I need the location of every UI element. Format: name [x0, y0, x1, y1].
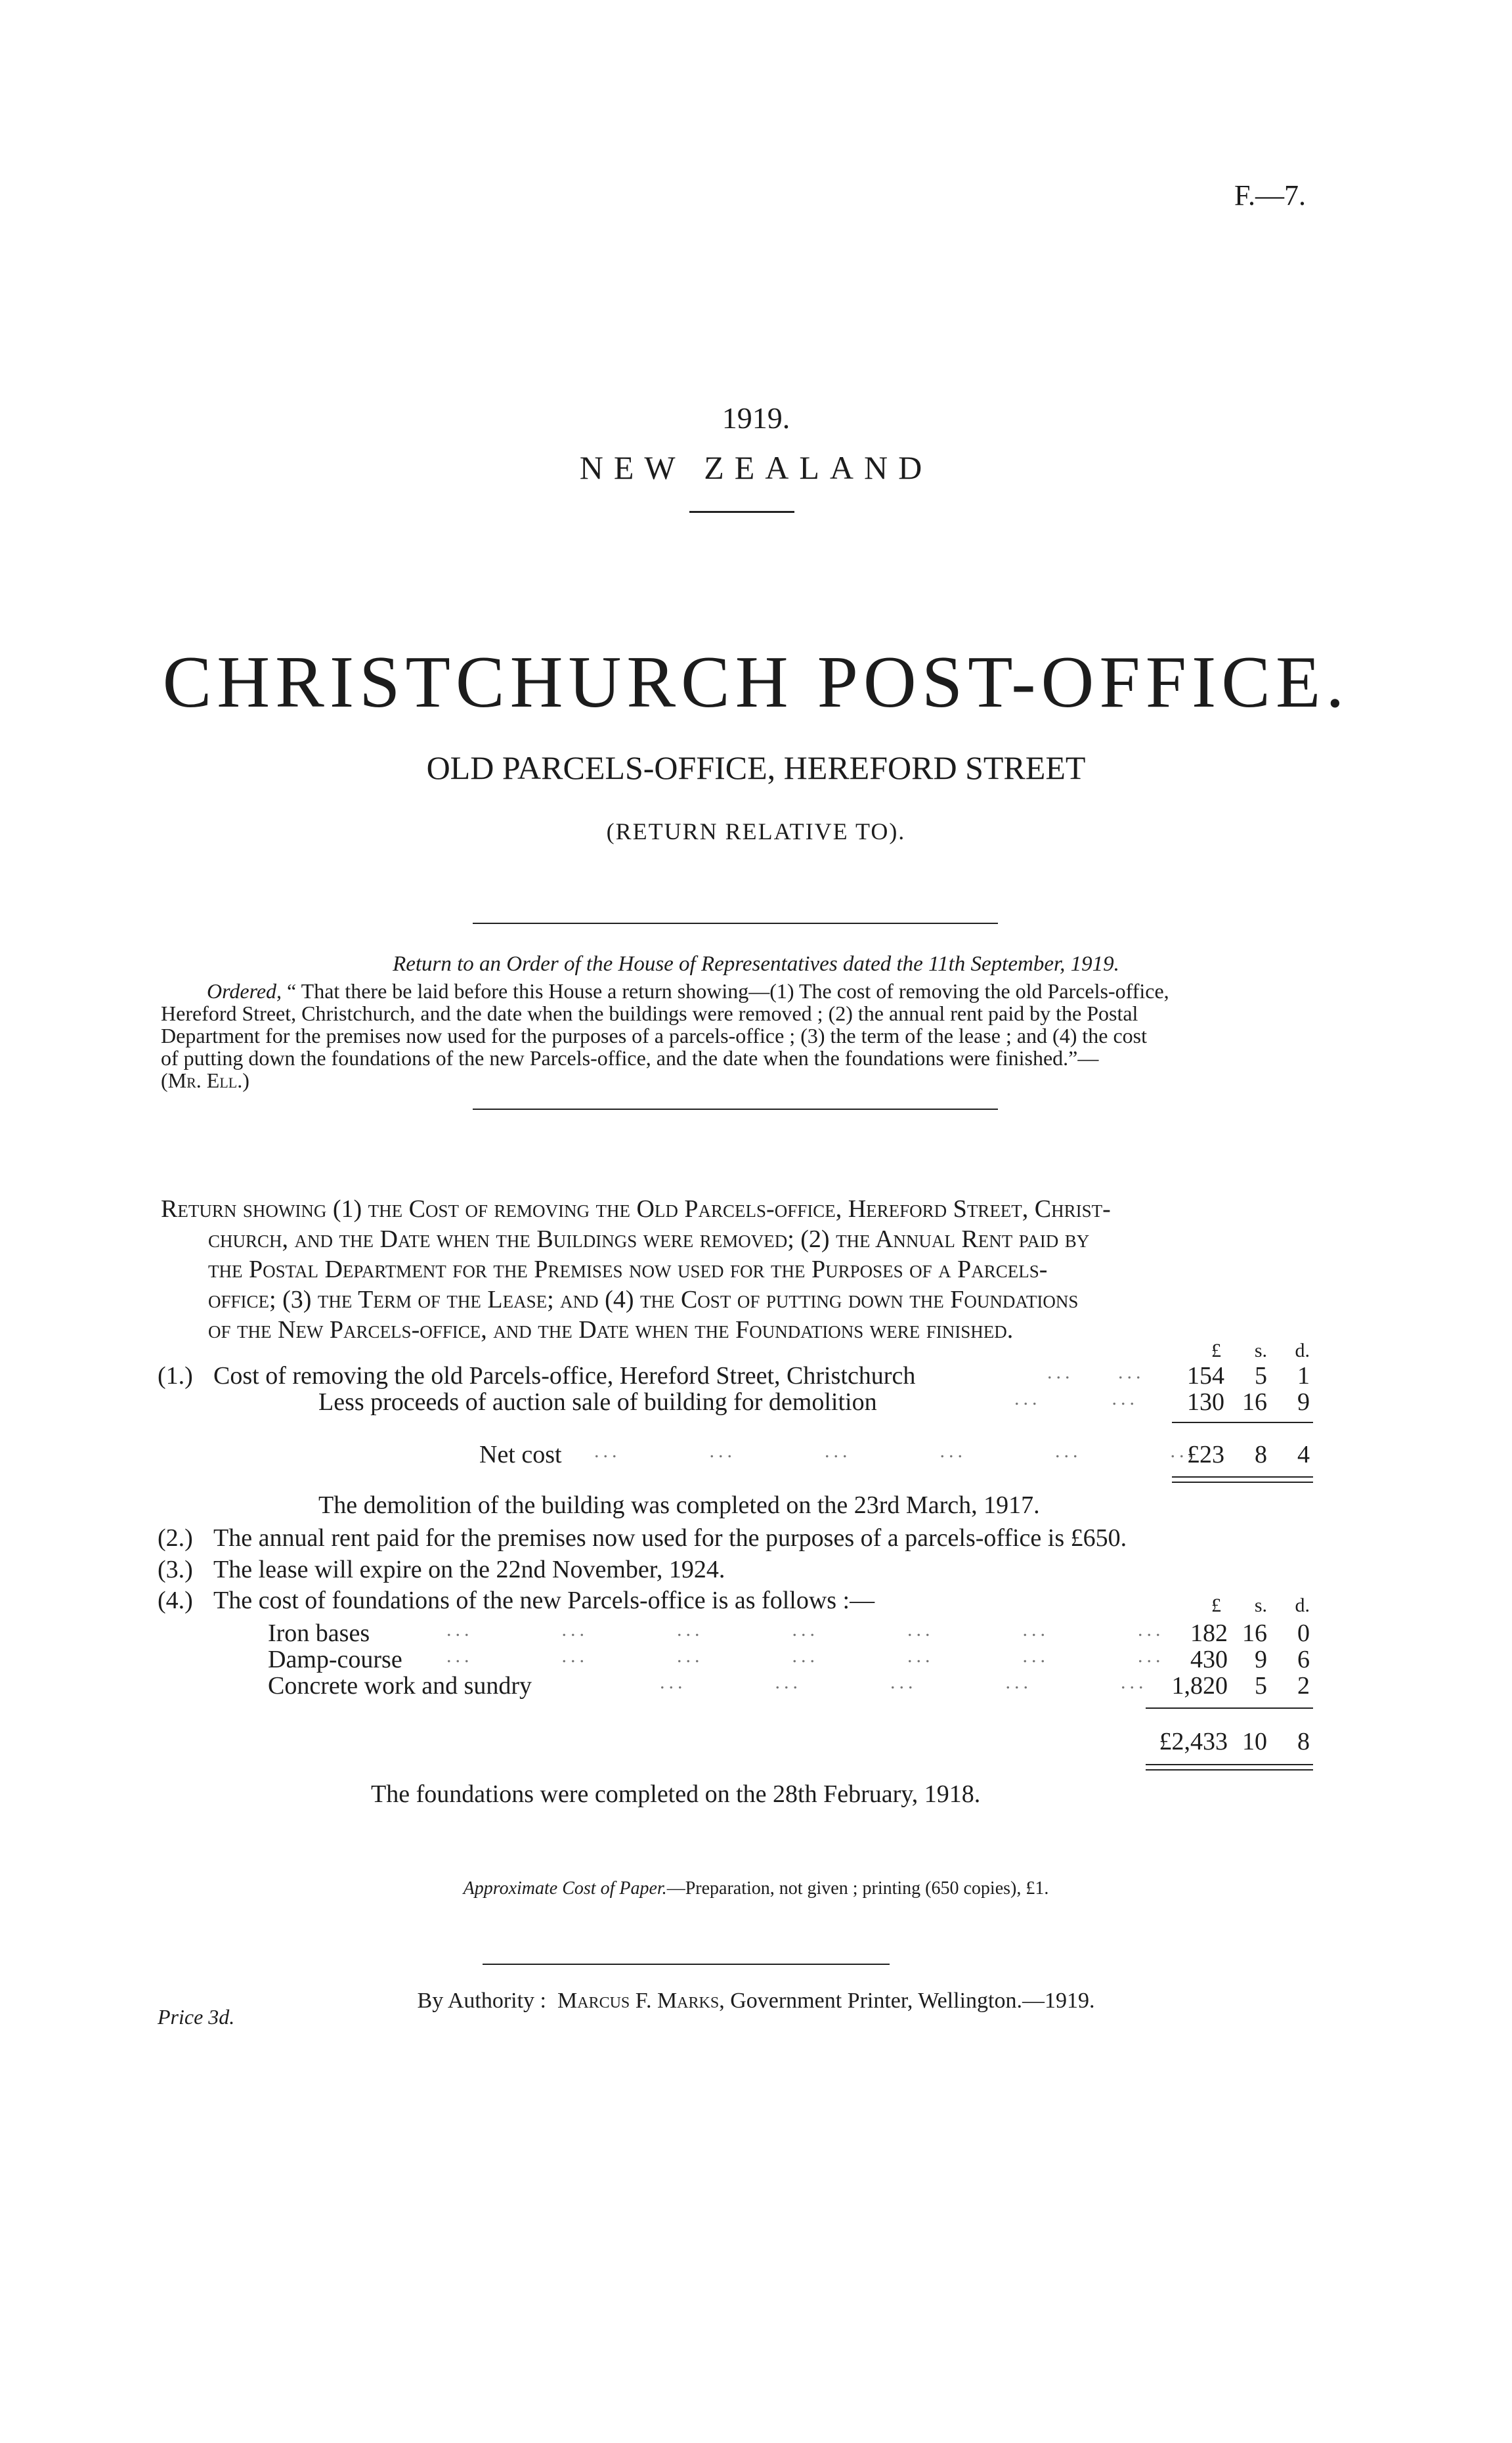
- item-1-line-1-pounds: 154: [1187, 1362, 1224, 1390]
- foundation-row-shillings: 16: [1242, 1619, 1267, 1647]
- net-cost-pounds: £23: [1187, 1441, 1224, 1468]
- cost-note-label: Approximate Cost of Paper.: [463, 1878, 667, 1899]
- item-4-number: (4.): [158, 1587, 193, 1614]
- shillings-header: s.: [1254, 1595, 1267, 1616]
- year: 1919.: [722, 401, 790, 435]
- shillings-header: s.: [1254, 1340, 1267, 1361]
- divider: [483, 1964, 890, 1965]
- leader-dots: ... ... ... ... ...: [660, 1671, 1148, 1693]
- leader-dots: ... ... ... ... ... ... ...: [446, 1619, 1165, 1640]
- divider: [689, 511, 794, 513]
- item-3-text: The lease will expire on the 22nd November, 1924.: [213, 1556, 725, 1583]
- item-1-number: (1.): [158, 1362, 193, 1390]
- authority-suffix: Government Printer, Wellington.—1919.: [730, 1989, 1095, 2013]
- sum-rule: [1172, 1422, 1313, 1423]
- return-heading: Return showing (1) the Cost of removing the Old Parcels-office, Hereford Street, Christ- church, and the Date when the Buildings were removed; (2) the Annual Rent paid by the Postal Department for the Premises now used for the Purposes of a Parcels- office; (3) the Term of the Lease; and (4) the Cost of putting down the Foundations of the New Parcels-office, and the Date when the Foundations were finished.: [161, 1195, 1111, 1344]
- foundation-row-pounds: 430: [1190, 1646, 1228, 1673]
- pence-header: d.: [1295, 1340, 1310, 1361]
- price: Price 3d.: [158, 2005, 235, 2029]
- pounds-header: £: [1211, 1595, 1221, 1616]
- total-double-rule: [1146, 1764, 1313, 1765]
- document-reference: F.—7.: [1234, 179, 1306, 211]
- total-double-rule: [1172, 1482, 1313, 1483]
- divider: [473, 1109, 998, 1110]
- foundation-row-shillings: 5: [1255, 1672, 1267, 1700]
- leader-dots: ... ... ... ... ... ...: [594, 1440, 1197, 1462]
- order-line: Return to an Order of the House of Representatives dated the 11th September, 1919.: [393, 952, 1119, 976]
- foundation-row-label: Concrete work and sundry: [268, 1672, 532, 1700]
- foundation-row-pounds: 182: [1190, 1619, 1228, 1647]
- foundation-row-pence: 2: [1297, 1672, 1310, 1700]
- item-1-line-1-shillings: 5: [1255, 1362, 1267, 1390]
- foundation-row-pounds: 1,820: [1171, 1672, 1228, 1700]
- foundation-row-pence: 6: [1297, 1646, 1310, 1673]
- subtitle-return: (RETURN RELATIVE TO).: [606, 818, 906, 845]
- item-1-line-1: Cost of removing the old Parcels-office, Hereford Street, Christchurch: [213, 1362, 916, 1390]
- leader-dots: ... ... ... ... ... ... ...: [446, 1645, 1165, 1667]
- foundation-total-pence: 8: [1297, 1728, 1310, 1755]
- foundation-row-pence: 0: [1297, 1619, 1310, 1647]
- item-1-line-2-shillings: 16: [1242, 1388, 1267, 1416]
- leader-dots: ... ...: [1014, 1388, 1138, 1409]
- ordered-paragraph: Ordered, “ That there be laid before this House a return showing—(1) The cost of removing the old Parcels-office, Hereford Street, Christchurch, and the date when the buildings were removed ; (2) the annual rent paid by the Postal Department for the premises now used for the purposes of a parcels-office ; (3) the term of the lease ; and (4) the cost of putting down the foundations of the new Parcels-office, and the date when the foundations were finished.”— (Mr. Ell.): [161, 979, 1169, 1092]
- foundation-total-shillings: 10: [1242, 1728, 1267, 1755]
- foundation-row-label: Damp-course: [268, 1646, 402, 1673]
- pounds-header: £: [1211, 1340, 1221, 1361]
- cost-note: [0, 1878, 1512, 1899]
- divider: [473, 923, 998, 924]
- country: NEW ZEALAND: [579, 449, 933, 486]
- pence-header: d.: [1295, 1595, 1310, 1616]
- foundation-total-pounds: £2,433: [1159, 1728, 1228, 1755]
- item-1-line-2-pounds: 130: [1187, 1388, 1224, 1416]
- subtitle: OLD PARCELS-OFFICE, HEREFORD STREET: [426, 749, 1086, 786]
- net-cost-pence: 4: [1297, 1441, 1310, 1468]
- net-cost-label: Net cost: [479, 1441, 562, 1468]
- foundation-row-shillings: 9: [1255, 1646, 1267, 1673]
- item-2-text: The annual rent paid for the premises now used for the purposes of a parcels-office is £650.: [213, 1524, 1127, 1552]
- sum-rule: [1146, 1707, 1313, 1709]
- item-1-line-2-pence: 9: [1297, 1388, 1310, 1416]
- item-2-number: (2.): [158, 1524, 193, 1552]
- printer-name: Marcus F. Marks,: [557, 1989, 725, 2013]
- ordered-word: Ordered,: [207, 979, 282, 1003]
- item-4-text: The cost of foundations of the new Parcels-office is as follows :—: [213, 1587, 875, 1614]
- foundation-row-label: Iron bases: [268, 1619, 370, 1647]
- net-cost-shillings: 8: [1255, 1441, 1267, 1468]
- demolition-completion: The demolition of the building was completed on the 23rd March, 1917.: [318, 1491, 1040, 1519]
- item-1-line-2: Less proceeds of auction sale of building for demolition: [318, 1388, 877, 1416]
- cost-note-text: —Preparation, not given ; printing (650 copies), £1.: [666, 1878, 1049, 1899]
- leader-dots: ... ...: [1047, 1361, 1145, 1383]
- total-double-rule: [1146, 1769, 1313, 1771]
- item-3-number: (3.): [158, 1556, 193, 1583]
- page-title: CHRISTCHURCH POST-OFFICE.: [162, 642, 1350, 723]
- foundation-completion: The foundations were completed on the 28th February, 1918.: [371, 1780, 981, 1808]
- total-double-rule: [1172, 1476, 1313, 1478]
- item-1-line-1-pence: 1: [1297, 1362, 1310, 1390]
- authority-prefix: By Authority :: [417, 1989, 546, 2013]
